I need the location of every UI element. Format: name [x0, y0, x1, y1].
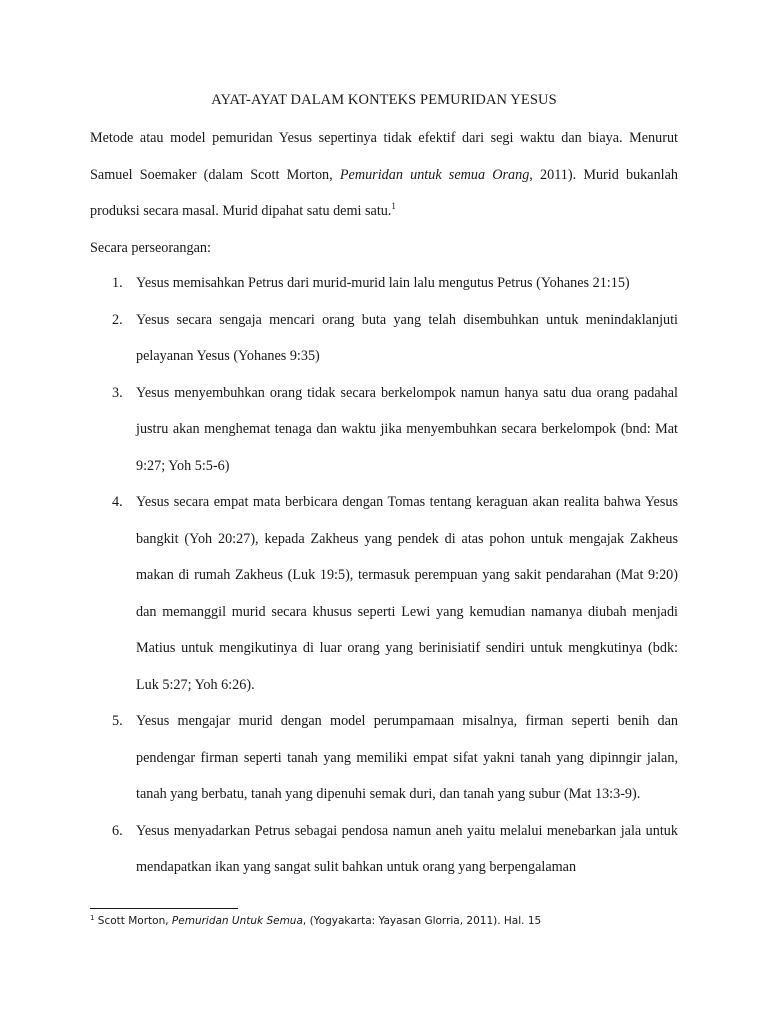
list-item-text: Yesus secara empat mata berbicara dengan Tomas tentang keraguan akan realita bahwa Yesus bangkit (Yoh 20:27), kepada Zakheus yang pendek di atas pohon untuk mengajak Zakheus makan di rumah Zakheus (Luk 19:5), termasuk perempuan yang sakit pendarahan (Mat 9:20) dan memanggil murid secara khusus seperti Lewi yang kemudian namanya diubah menjadi Matius untuk mengikutinya di luar orang yang berinisiatif sendiri untuk mengkutinya (bdk: Luk 5:27; Yoh 6:26).	[136, 494, 678, 693]
list-item	[90, 813, 678, 886]
list-item	[90, 375, 678, 485]
list-item-number: 2.	[112, 311, 123, 328]
list-item-number: 5.	[112, 713, 123, 729]
list-item-number: 1.	[112, 275, 123, 291]
list-item-text: Yesus menyadarkan Petrus sebagai pendosa namun aneh yaitu melalui menebarkan jala untuk mendapatkan ikan yang sangat sulit bahkan untuk orang yang berpengalaman	[136, 822, 678, 875]
footnote-book-title: Pemuridan Untuk Semua	[171, 915, 303, 927]
list-item-text: Yesus menyembuhkan orang tidak secara berkelompok namun hanya satu dua orang padahal justru akan menghemat tenaga dan waktu jika menyembuhkan secara berkelompok (bnd: Mat 9:27; Yoh 5:5-6)	[136, 384, 678, 474]
list-item	[90, 484, 678, 703]
document-page	[90, 0, 678, 1024]
list-item-number: 3.	[112, 384, 123, 401]
list-item	[90, 302, 678, 375]
footnote-text-part1: Scott Morton,	[94, 915, 172, 927]
list-item-text: Yesus secara sengaja mencari orang buta yang telah disembuhkan untuk menindaklanjuti pelayanan Yesus (Yohanes 9:35)	[136, 311, 678, 364]
numbered-list	[90, 265, 678, 886]
footnote-text-part2: , (Yogyakarta: Yayasan Glorria, 2011). Hal. 15	[302, 915, 542, 927]
footnote-number: 1	[90, 914, 95, 922]
book-title-italic: Pemuridan untuk semua Orang	[339, 166, 530, 183]
document-title: AYAT-AYAT DALAM KONTEKS PEMURIDAN YESUS	[211, 92, 557, 108]
intro-paragraph	[90, 120, 678, 230]
list-item-text: Yesus mengajar murid dengan model perumpamaan misalnya, firman seperti benih dan pendengar firman seperti tanah yang memiliki empat sifat yakni tanah yang dipinngir jalan, tanah yang berbatu, tanah yang dipenuhi semak duri, dan tanah yang subur (Mat 13:3-9).	[136, 713, 678, 802]
footnote-ref[interactable]: 1	[391, 201, 396, 211]
list-lead-text: Secara perseorangan:	[90, 240, 211, 256]
footnote	[90, 915, 541, 927]
intro-text-part1: Metode atau model pemuridan Yesus sepertinya tidak efektif dari segi waktu dan biaya. Menurut Samuel Soemaker (dalam Scott Morton,	[90, 130, 678, 183]
list-item	[90, 265, 678, 302]
list-item	[90, 703, 678, 813]
intro-text-part2: , 2011). Murid bukanlah produksi secara masal. Murid dipahat satu demi satu.	[90, 166, 678, 219]
footnote-divider	[90, 908, 238, 909]
list-item-number: 4.	[112, 494, 123, 510]
list-item-text: Yesus memisahkan Petrus dari murid-murid lain lalu mengutus Petrus (Yohanes 21:15)	[136, 275, 630, 291]
list-item-number: 6.	[112, 822, 123, 839]
